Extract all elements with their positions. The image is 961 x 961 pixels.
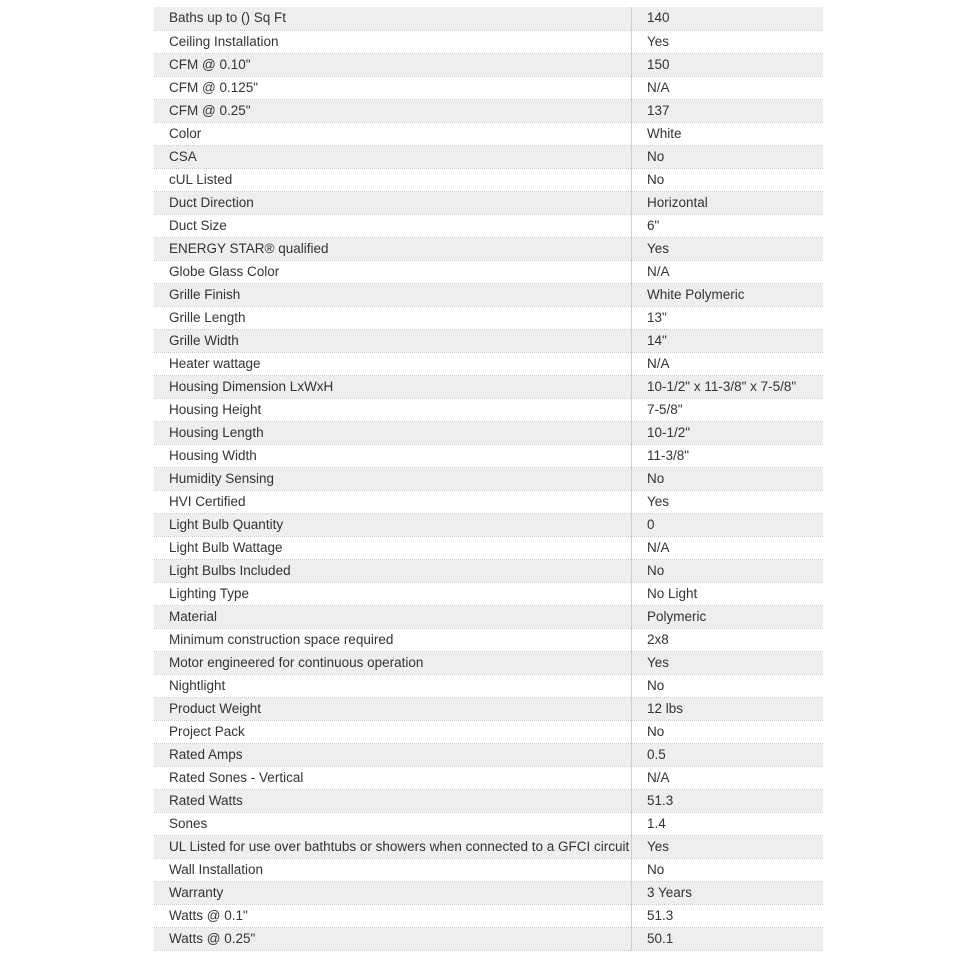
spec-value: 137 (632, 99, 824, 122)
spec-value: 150 (632, 53, 824, 76)
spec-value: 10-1/2" (632, 421, 824, 444)
spec-row (154, 306, 823, 329)
spec-row (154, 743, 823, 766)
spec-value: 51.3 (632, 789, 824, 812)
spec-value: 6" (632, 214, 824, 237)
spec-label: Color (154, 122, 632, 145)
spec-value: 14" (632, 329, 824, 352)
spec-row (154, 191, 823, 214)
spec-value: 7-5/8" (632, 398, 824, 421)
spec-value: N/A (632, 766, 824, 789)
spec-label: Housing Height (154, 398, 632, 421)
spec-label: Rated Amps (154, 743, 632, 766)
spec-row (154, 720, 823, 743)
spec-value: N/A (632, 536, 824, 559)
spec-label: Housing Length (154, 421, 632, 444)
spec-label: CFM @ 0.10" (154, 53, 632, 76)
spec-value: 1.4 (632, 812, 824, 835)
spec-row (154, 766, 823, 789)
spec-label: Motor engineered for continuous operation (154, 651, 632, 674)
spec-row (154, 536, 823, 559)
spec-row (154, 904, 823, 927)
spec-row (154, 30, 823, 53)
spec-row (154, 697, 823, 720)
spec-label: Light Bulb Wattage (154, 536, 632, 559)
spec-row (154, 605, 823, 628)
spec-value: Horizontal (632, 191, 824, 214)
spec-label: Housing Width (154, 444, 632, 467)
spec-value: No (632, 720, 824, 743)
spec-row (154, 835, 823, 858)
spec-label: CFM @ 0.125" (154, 76, 632, 99)
spec-row (154, 881, 823, 904)
spec-label: Sones (154, 812, 632, 835)
spec-value: 10-1/2" x 11-3/8" x 7-5/8" (632, 375, 824, 398)
spec-row (154, 421, 823, 444)
spec-row (154, 559, 823, 582)
spec-label: Light Bulbs Included (154, 559, 632, 582)
spec-value: Polymeric (632, 605, 824, 628)
spec-row (154, 168, 823, 191)
spec-label: CSA (154, 145, 632, 168)
spec-label: Humidity Sensing (154, 467, 632, 490)
spec-value: N/A (632, 352, 824, 375)
spec-row (154, 7, 823, 30)
spec-value: White (632, 122, 824, 145)
spec-value: 3 Years (632, 881, 824, 904)
spec-row (154, 283, 823, 306)
spec-value: N/A (632, 76, 824, 99)
spec-row (154, 53, 823, 76)
spec-label: Duct Direction (154, 191, 632, 214)
specifications-table-body (154, 7, 823, 950)
spec-value: 11-3/8" (632, 444, 824, 467)
spec-label: Grille Width (154, 329, 632, 352)
spec-row (154, 375, 823, 398)
spec-label: Baths up to () Sq Ft (154, 7, 632, 30)
spec-row (154, 398, 823, 421)
spec-label: Material (154, 605, 632, 628)
spec-label: Watts @ 0.1" (154, 904, 632, 927)
spec-value: Yes (632, 237, 824, 260)
spec-value: Yes (632, 835, 824, 858)
spec-value: No (632, 674, 824, 697)
spec-value: Yes (632, 30, 824, 53)
spec-row (154, 858, 823, 881)
spec-label: Warranty (154, 881, 632, 904)
spec-label: Housing Dimension LxWxH (154, 375, 632, 398)
spec-label: Light Bulb Quantity (154, 513, 632, 536)
spec-label: HVI Certified (154, 490, 632, 513)
spec-value: White Polymeric (632, 283, 824, 306)
spec-row (154, 628, 823, 651)
spec-row (154, 467, 823, 490)
spec-label: CFM @ 0.25" (154, 99, 632, 122)
spec-row (154, 329, 823, 352)
spec-row (154, 214, 823, 237)
spec-row (154, 513, 823, 536)
spec-label: Ceiling Installation (154, 30, 632, 53)
spec-label: Rated Sones - Vertical (154, 766, 632, 789)
spec-label: Heater wattage (154, 352, 632, 375)
spec-label: cUL Listed (154, 168, 632, 191)
spec-value: Yes (632, 651, 824, 674)
spec-label: Globe Glass Color (154, 260, 632, 283)
spec-row (154, 352, 823, 375)
spec-value: 0 (632, 513, 824, 536)
spec-label: Nightlight (154, 674, 632, 697)
spec-value: No (632, 467, 824, 490)
spec-value: 50.1 (632, 927, 824, 950)
spec-row (154, 812, 823, 835)
spec-label: Rated Watts (154, 789, 632, 812)
spec-row (154, 651, 823, 674)
spec-row (154, 674, 823, 697)
spec-row (154, 237, 823, 260)
spec-label: Duct Size (154, 214, 632, 237)
spec-value: No (632, 559, 824, 582)
spec-value: No Light (632, 582, 824, 605)
spec-value: 140 (632, 7, 824, 30)
spec-value: N/A (632, 260, 824, 283)
spec-label: Product Weight (154, 697, 632, 720)
spec-row (154, 582, 823, 605)
spec-row (154, 927, 823, 950)
spec-label: UL Listed for use over bathtubs or showers when connected to a GFCI circuit (154, 835, 632, 858)
spec-value: No (632, 168, 824, 191)
spec-row (154, 444, 823, 467)
spec-label: Watts @ 0.25" (154, 927, 632, 950)
spec-value: 13" (632, 306, 824, 329)
spec-label: Grille Finish (154, 283, 632, 306)
spec-row (154, 76, 823, 99)
spec-label: Grille Length (154, 306, 632, 329)
spec-label: Lighting Type (154, 582, 632, 605)
spec-label: Minimum construction space required (154, 628, 632, 651)
spec-value: 51.3 (632, 904, 824, 927)
spec-value: No (632, 858, 824, 881)
spec-label: ENERGY STAR® qualified (154, 237, 632, 260)
specifications-table (154, 7, 823, 951)
spec-row (154, 145, 823, 168)
spec-row (154, 260, 823, 283)
spec-value: 2x8 (632, 628, 824, 651)
spec-row (154, 789, 823, 812)
spec-row (154, 122, 823, 145)
spec-value: Yes (632, 490, 824, 513)
spec-label: Wall Installation (154, 858, 632, 881)
spec-value: 12 lbs (632, 697, 824, 720)
spec-value: No (632, 145, 824, 168)
spec-row (154, 490, 823, 513)
spec-value: 0.5 (632, 743, 824, 766)
spec-row (154, 99, 823, 122)
spec-label: Project Pack (154, 720, 632, 743)
